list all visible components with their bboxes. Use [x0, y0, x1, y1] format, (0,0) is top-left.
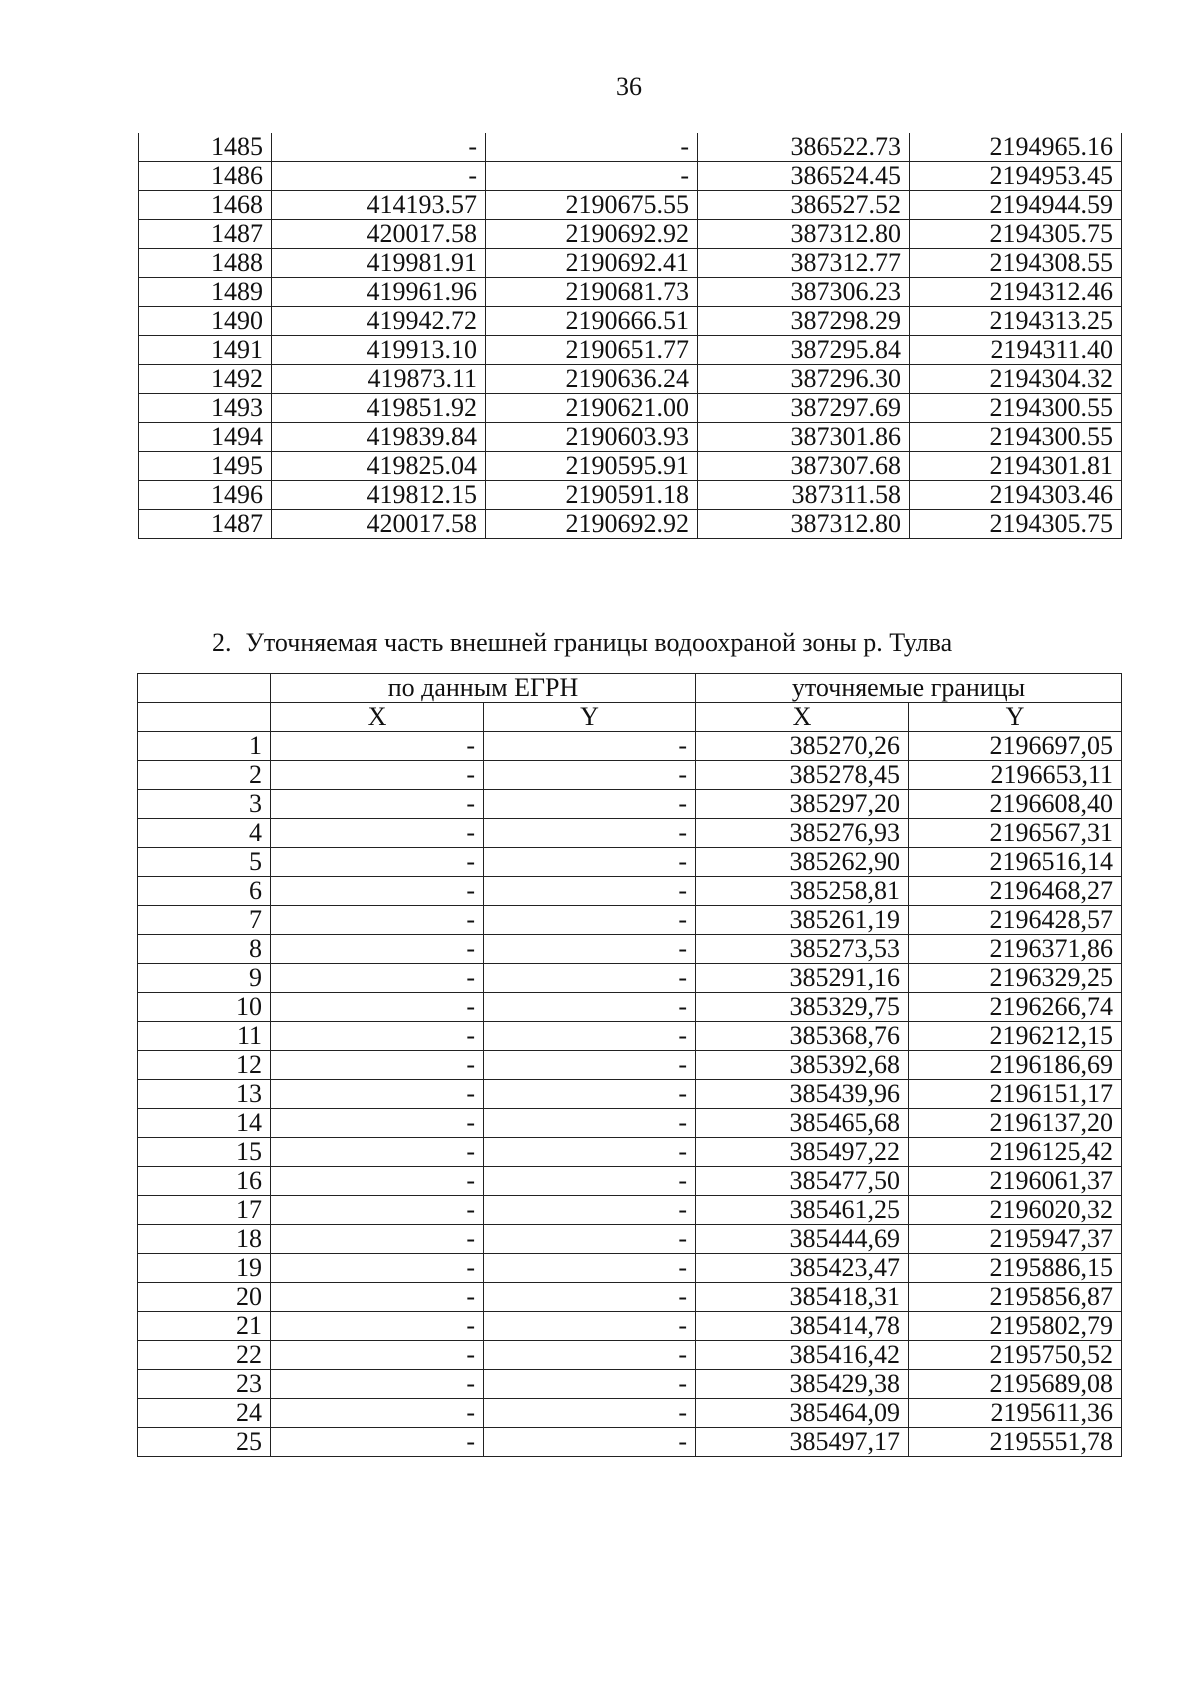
refined-x-cell: 385444,69: [696, 1225, 909, 1254]
egrn-x-cell: 419873.11: [272, 365, 486, 394]
refined-y-cell: 2196567,31: [909, 819, 1122, 848]
refined-x-cell: 387301.86: [698, 423, 910, 452]
table-row: [138, 819, 1122, 848]
refined-x-cell: 385262,90: [696, 848, 909, 877]
egrn-y-cell: 2190603.93: [486, 423, 698, 452]
egrn-y-cell: -: [484, 1399, 696, 1428]
point-number-cell: 7: [138, 906, 271, 935]
refined-x-cell: 385461,25: [696, 1196, 909, 1225]
refined-x-cell: 385261,19: [696, 906, 909, 935]
egrn-y-cell: -: [484, 993, 696, 1022]
refined-x-cell: 387306.23: [698, 278, 910, 307]
header-refined: уточняемые границы: [696, 674, 1122, 703]
refined-y-cell: 2196516,14: [909, 848, 1122, 877]
refined-y-cell: 2195611,36: [909, 1399, 1122, 1428]
egrn-x-cell: -: [271, 1370, 484, 1399]
egrn-x-cell: -: [272, 133, 486, 162]
point-number-cell: 11: [138, 1022, 271, 1051]
point-number-cell: 1496: [139, 481, 272, 510]
table-row: [139, 220, 1122, 249]
refined-y-cell: 2195886,15: [909, 1254, 1122, 1283]
egrn-y-cell: -: [484, 1283, 696, 1312]
refined-x-cell: 387295.84: [698, 336, 910, 365]
refined-x-cell: 386522.73: [698, 133, 910, 162]
egrn-x-cell: -: [271, 1341, 484, 1370]
egrn-x-cell: -: [271, 1428, 484, 1457]
egrn-y-cell: -: [484, 1312, 696, 1341]
refined-x-cell: 387312.80: [698, 220, 910, 249]
refined-y-cell: 2195947,37: [909, 1225, 1122, 1254]
egrn-x-cell: -: [271, 848, 484, 877]
point-number-cell: 22: [138, 1341, 271, 1370]
point-number-cell: 1495: [139, 452, 272, 481]
refined-y-cell: 2196653,11: [909, 761, 1122, 790]
table-row: [138, 1138, 1122, 1167]
egrn-x-cell: 419825.04: [272, 452, 486, 481]
table-row: [139, 481, 1122, 510]
refined-y-cell: 2194300.55: [910, 423, 1122, 452]
point-number-cell: 12: [138, 1051, 271, 1080]
egrn-y-cell: -: [484, 1138, 696, 1167]
refined-x-cell: 385276,93: [696, 819, 909, 848]
egrn-y-cell: -: [484, 1370, 696, 1399]
refined-y-cell: 2196329,25: [909, 964, 1122, 993]
egrn-y-cell: -: [484, 1341, 696, 1370]
table-row: [138, 1022, 1122, 1051]
point-number-cell: 25: [138, 1428, 271, 1457]
table-row: [139, 162, 1122, 191]
section-title: Уточняемая часть внешней границы водоохраной зоны р. Тулва: [245, 628, 953, 657]
egrn-y-cell: -: [484, 1225, 696, 1254]
point-number-cell: 1490: [139, 307, 272, 336]
refined-y-cell: 2195802,79: [909, 1312, 1122, 1341]
refined-boundary-table-body: [138, 732, 1122, 1457]
table-row: [139, 278, 1122, 307]
egrn-y-cell: 2190675.55: [486, 191, 698, 220]
egrn-x-cell: -: [271, 1225, 484, 1254]
egrn-y-cell: -: [484, 761, 696, 790]
refined-y-cell: 2194965.16: [910, 133, 1122, 162]
refined-y-cell: 2194303.46: [910, 481, 1122, 510]
refined-y-cell: 2196186,69: [909, 1051, 1122, 1080]
refined-x-cell: 385439,96: [696, 1080, 909, 1109]
point-number-cell: 14: [138, 1109, 271, 1138]
page-number: 36: [616, 72, 642, 101]
table-row: [138, 1399, 1122, 1428]
egrn-y-cell: -: [484, 1051, 696, 1080]
egrn-y-cell: -: [484, 906, 696, 935]
egrn-x-cell: -: [271, 1022, 484, 1051]
table-row: [138, 1341, 1122, 1370]
egrn-y-cell: -: [484, 790, 696, 819]
refined-x-cell: 385270,26: [696, 732, 909, 761]
refined-y-cell: 2194304.32: [910, 365, 1122, 394]
point-number-cell: 1: [138, 732, 271, 761]
egrn-x-cell: -: [271, 1051, 484, 1080]
egrn-y-cell: 2190692.92: [486, 510, 698, 539]
refined-y-cell: 2195551,78: [909, 1428, 1122, 1457]
egrn-y-cell: 2190692.92: [486, 220, 698, 249]
table-row: [138, 1225, 1122, 1254]
refined-x-cell: 385368,76: [696, 1022, 909, 1051]
point-number-cell: 3: [138, 790, 271, 819]
egrn-y-cell: 2190636.24: [486, 365, 698, 394]
egrn-y-cell: 2190666.51: [486, 307, 698, 336]
point-number-cell: 13: [138, 1080, 271, 1109]
refined-x-cell: 385273,53: [696, 935, 909, 964]
point-number-cell: 1491: [139, 336, 272, 365]
egrn-x-cell: -: [271, 877, 484, 906]
refined-y-cell: 2194300.55: [910, 394, 1122, 423]
point-number-cell: 17: [138, 1196, 271, 1225]
egrn-x-cell: 419981.91: [272, 249, 486, 278]
refined-x-cell: 387298.29: [698, 307, 910, 336]
refined-x-cell: 385416,42: [696, 1341, 909, 1370]
egrn-y-cell: -: [484, 935, 696, 964]
point-number-cell: 19: [138, 1254, 271, 1283]
table-row: [138, 1428, 1122, 1457]
refined-y-cell: 2196608,40: [909, 790, 1122, 819]
refined-x-cell: 385291,16: [696, 964, 909, 993]
egrn-x-cell: -: [271, 935, 484, 964]
point-number-cell: 6: [138, 877, 271, 906]
egrn-x-cell: 419812.15: [272, 481, 486, 510]
refined-y-cell: 2194312.46: [910, 278, 1122, 307]
egrn-x-cell: 419913.10: [272, 336, 486, 365]
egrn-y-cell: -: [484, 1109, 696, 1138]
egrn-x-cell: 420017.58: [272, 510, 486, 539]
section-heading: [212, 628, 952, 658]
refined-x-cell: 385477,50: [696, 1167, 909, 1196]
group-header-row: [138, 674, 1122, 703]
egrn-y-cell: -: [484, 1167, 696, 1196]
refined-y-cell: 2196428,57: [909, 906, 1122, 935]
refined-x-cell: 387307.68: [698, 452, 910, 481]
egrn-y-cell: -: [484, 1428, 696, 1457]
table-row: [138, 1254, 1122, 1283]
table-row: [139, 307, 1122, 336]
refined-x-cell: 385423,47: [696, 1254, 909, 1283]
point-number-cell: 8: [138, 935, 271, 964]
table-row: [138, 877, 1122, 906]
refined-x-cell: 385297,20: [696, 790, 909, 819]
egrn-x-cell: -: [271, 1167, 484, 1196]
refined-x-cell: 386527.52: [698, 191, 910, 220]
table-row: [138, 732, 1122, 761]
point-number-cell: 1485: [139, 133, 272, 162]
egrn-x-cell: -: [271, 732, 484, 761]
table-row: [139, 365, 1122, 394]
egrn-x-cell: -: [271, 1399, 484, 1428]
point-number-cell: 2: [138, 761, 271, 790]
point-number-cell: 9: [138, 964, 271, 993]
egrn-x-cell: -: [272, 162, 486, 191]
refined-x-cell: 387297.69: [698, 394, 910, 423]
point-number-cell: 1493: [139, 394, 272, 423]
refined-x-cell: 387311.58: [698, 481, 910, 510]
point-number-cell: 1488: [139, 249, 272, 278]
egrn-y-cell: 2190621.00: [486, 394, 698, 423]
table-row: [138, 761, 1122, 790]
refined-y-cell: 2196468,27: [909, 877, 1122, 906]
egrn-y-cell: -: [484, 732, 696, 761]
table-row: [139, 133, 1122, 162]
table-row: [138, 1051, 1122, 1080]
table-row: [138, 1167, 1122, 1196]
egrn-x-cell: 419942.72: [272, 307, 486, 336]
egrn-x-cell: 419839.84: [272, 423, 486, 452]
sub-header-row: [138, 703, 1122, 732]
refined-x-cell: 385258,81: [696, 877, 909, 906]
point-number-cell: 1486: [139, 162, 272, 191]
egrn-x-cell: -: [271, 1138, 484, 1167]
point-number-cell: 1494: [139, 423, 272, 452]
refined-y-cell: 2196697,05: [909, 732, 1122, 761]
refined-y-cell: 2194953.45: [910, 162, 1122, 191]
egrn-x-cell: 419851.92: [272, 394, 486, 423]
point-number-cell: 24: [138, 1399, 271, 1428]
coordinates-table-body: [139, 133, 1122, 539]
point-number-cell: 1468: [139, 191, 272, 220]
table-row: [138, 1370, 1122, 1399]
refined-x-cell: 385414,78: [696, 1312, 909, 1341]
refined-x-cell: 385429,38: [696, 1370, 909, 1399]
table-row: [139, 336, 1122, 365]
refined-x-cell: 385497,22: [696, 1138, 909, 1167]
egrn-y-cell: -: [484, 877, 696, 906]
refined-y-cell: 2196020,32: [909, 1196, 1122, 1225]
table-row: [138, 964, 1122, 993]
point-number-cell: 1492: [139, 365, 272, 394]
table-row: [138, 1080, 1122, 1109]
point-number-cell: 1487: [139, 220, 272, 249]
section-number: 2.: [212, 628, 232, 657]
egrn-x-cell: -: [271, 761, 484, 790]
table-row: [138, 848, 1122, 877]
point-number-cell: 5: [138, 848, 271, 877]
table-row: [139, 394, 1122, 423]
subheader-empty: [138, 703, 271, 732]
egrn-y-cell: -: [484, 848, 696, 877]
refined-y-cell: 2195689,08: [909, 1370, 1122, 1399]
table-row: [139, 452, 1122, 481]
refined-x-cell: 385392,68: [696, 1051, 909, 1080]
point-number-cell: 23: [138, 1370, 271, 1399]
egrn-x-cell: -: [271, 1312, 484, 1341]
table-row: [138, 1283, 1122, 1312]
point-number-cell: 10: [138, 993, 271, 1022]
egrn-x-cell: -: [271, 964, 484, 993]
refined-y-cell: 2196266,74: [909, 993, 1122, 1022]
refined-y-cell: 2194305.75: [910, 510, 1122, 539]
refined-y-cell: 2194944.59: [910, 191, 1122, 220]
point-number-cell: 1489: [139, 278, 272, 307]
refined-x-cell: 387296.30: [698, 365, 910, 394]
egrn-x-cell: -: [271, 906, 484, 935]
point-number-cell: 1487: [139, 510, 272, 539]
point-number-cell: 18: [138, 1225, 271, 1254]
egrn-x-cell: -: [271, 1254, 484, 1283]
refined-y-cell: 2194311.40: [910, 336, 1122, 365]
coordinates-table-continued: [138, 133, 1122, 539]
refined-y-cell: 2196151,17: [909, 1080, 1122, 1109]
egrn-x-cell: 414193.57: [272, 191, 486, 220]
refined-y-cell: 2195856,87: [909, 1283, 1122, 1312]
point-number-cell: 16: [138, 1167, 271, 1196]
egrn-y-cell: 2190651.77: [486, 336, 698, 365]
refined-boundary-table: [137, 673, 1122, 1457]
refined-y-cell: 2194313.25: [910, 307, 1122, 336]
refined-y-cell: 2196125,42: [909, 1138, 1122, 1167]
refined-x-cell: 387312.77: [698, 249, 910, 278]
egrn-x-cell: -: [271, 1080, 484, 1109]
refined-x-cell: 385497,17: [696, 1428, 909, 1457]
table-row: [138, 935, 1122, 964]
table-row: [139, 423, 1122, 452]
table-row: [138, 1196, 1122, 1225]
point-number-cell: 15: [138, 1138, 271, 1167]
point-number-cell: 21: [138, 1312, 271, 1341]
refined-x-cell: 387312.80: [698, 510, 910, 539]
egrn-x-cell: -: [271, 993, 484, 1022]
refined-y-cell: 2196061,37: [909, 1167, 1122, 1196]
table-row: [138, 1312, 1122, 1341]
table-row: [138, 1109, 1122, 1138]
egrn-x-cell: -: [271, 819, 484, 848]
egrn-y-cell: 2190591.18: [486, 481, 698, 510]
egrn-y-cell: 2190681.73: [486, 278, 698, 307]
refined-y-cell: 2194301.81: [910, 452, 1122, 481]
refined-y-cell: 2194305.75: [910, 220, 1122, 249]
egrn-x-cell: -: [271, 1109, 484, 1138]
table-row: [139, 510, 1122, 539]
egrn-y-cell: -: [486, 133, 698, 162]
egrn-y-cell: -: [484, 964, 696, 993]
header-point-cell: [138, 674, 271, 703]
refined-y-cell: 2196137,20: [909, 1109, 1122, 1138]
table-row: [138, 790, 1122, 819]
refined-x-cell: 385329,75: [696, 993, 909, 1022]
egrn-y-cell: -: [484, 1080, 696, 1109]
egrn-y-cell: -: [484, 1196, 696, 1225]
refined-y-cell: 2195750,52: [909, 1341, 1122, 1370]
egrn-y-cell: -: [484, 819, 696, 848]
table-row: [138, 906, 1122, 935]
refined-y-cell: 2194308.55: [910, 249, 1122, 278]
egrn-y-cell: -: [484, 1022, 696, 1051]
egrn-x-cell: 420017.58: [272, 220, 486, 249]
egrn-y-cell: -: [484, 1254, 696, 1283]
egrn-x-cell: 419961.96: [272, 278, 486, 307]
subheader-refined-x: X: [696, 703, 909, 732]
egrn-y-cell: 2190692.41: [486, 249, 698, 278]
refined-x-cell: 386524.45: [698, 162, 910, 191]
refined-y-cell: 2196371,86: [909, 935, 1122, 964]
header-egrn: по данным ЕГРН: [271, 674, 696, 703]
egrn-x-cell: -: [271, 1283, 484, 1312]
point-number-cell: 20: [138, 1283, 271, 1312]
egrn-x-cell: -: [271, 1196, 484, 1225]
egrn-x-cell: -: [271, 790, 484, 819]
subheader-egrn-y: Y: [484, 703, 696, 732]
point-number-cell: 4: [138, 819, 271, 848]
refined-x-cell: 385465,68: [696, 1109, 909, 1138]
subheader-egrn-x: X: [271, 703, 484, 732]
table-row: [139, 191, 1122, 220]
refined-x-cell: 385418,31: [696, 1283, 909, 1312]
refined-x-cell: 385464,09: [696, 1399, 909, 1428]
table-row: [138, 993, 1122, 1022]
egrn-y-cell: 2190595.91: [486, 452, 698, 481]
egrn-y-cell: -: [486, 162, 698, 191]
refined-x-cell: 385278,45: [696, 761, 909, 790]
refined-y-cell: 2196212,15: [909, 1022, 1122, 1051]
subheader-refined-y: Y: [909, 703, 1122, 732]
table-row: [139, 249, 1122, 278]
